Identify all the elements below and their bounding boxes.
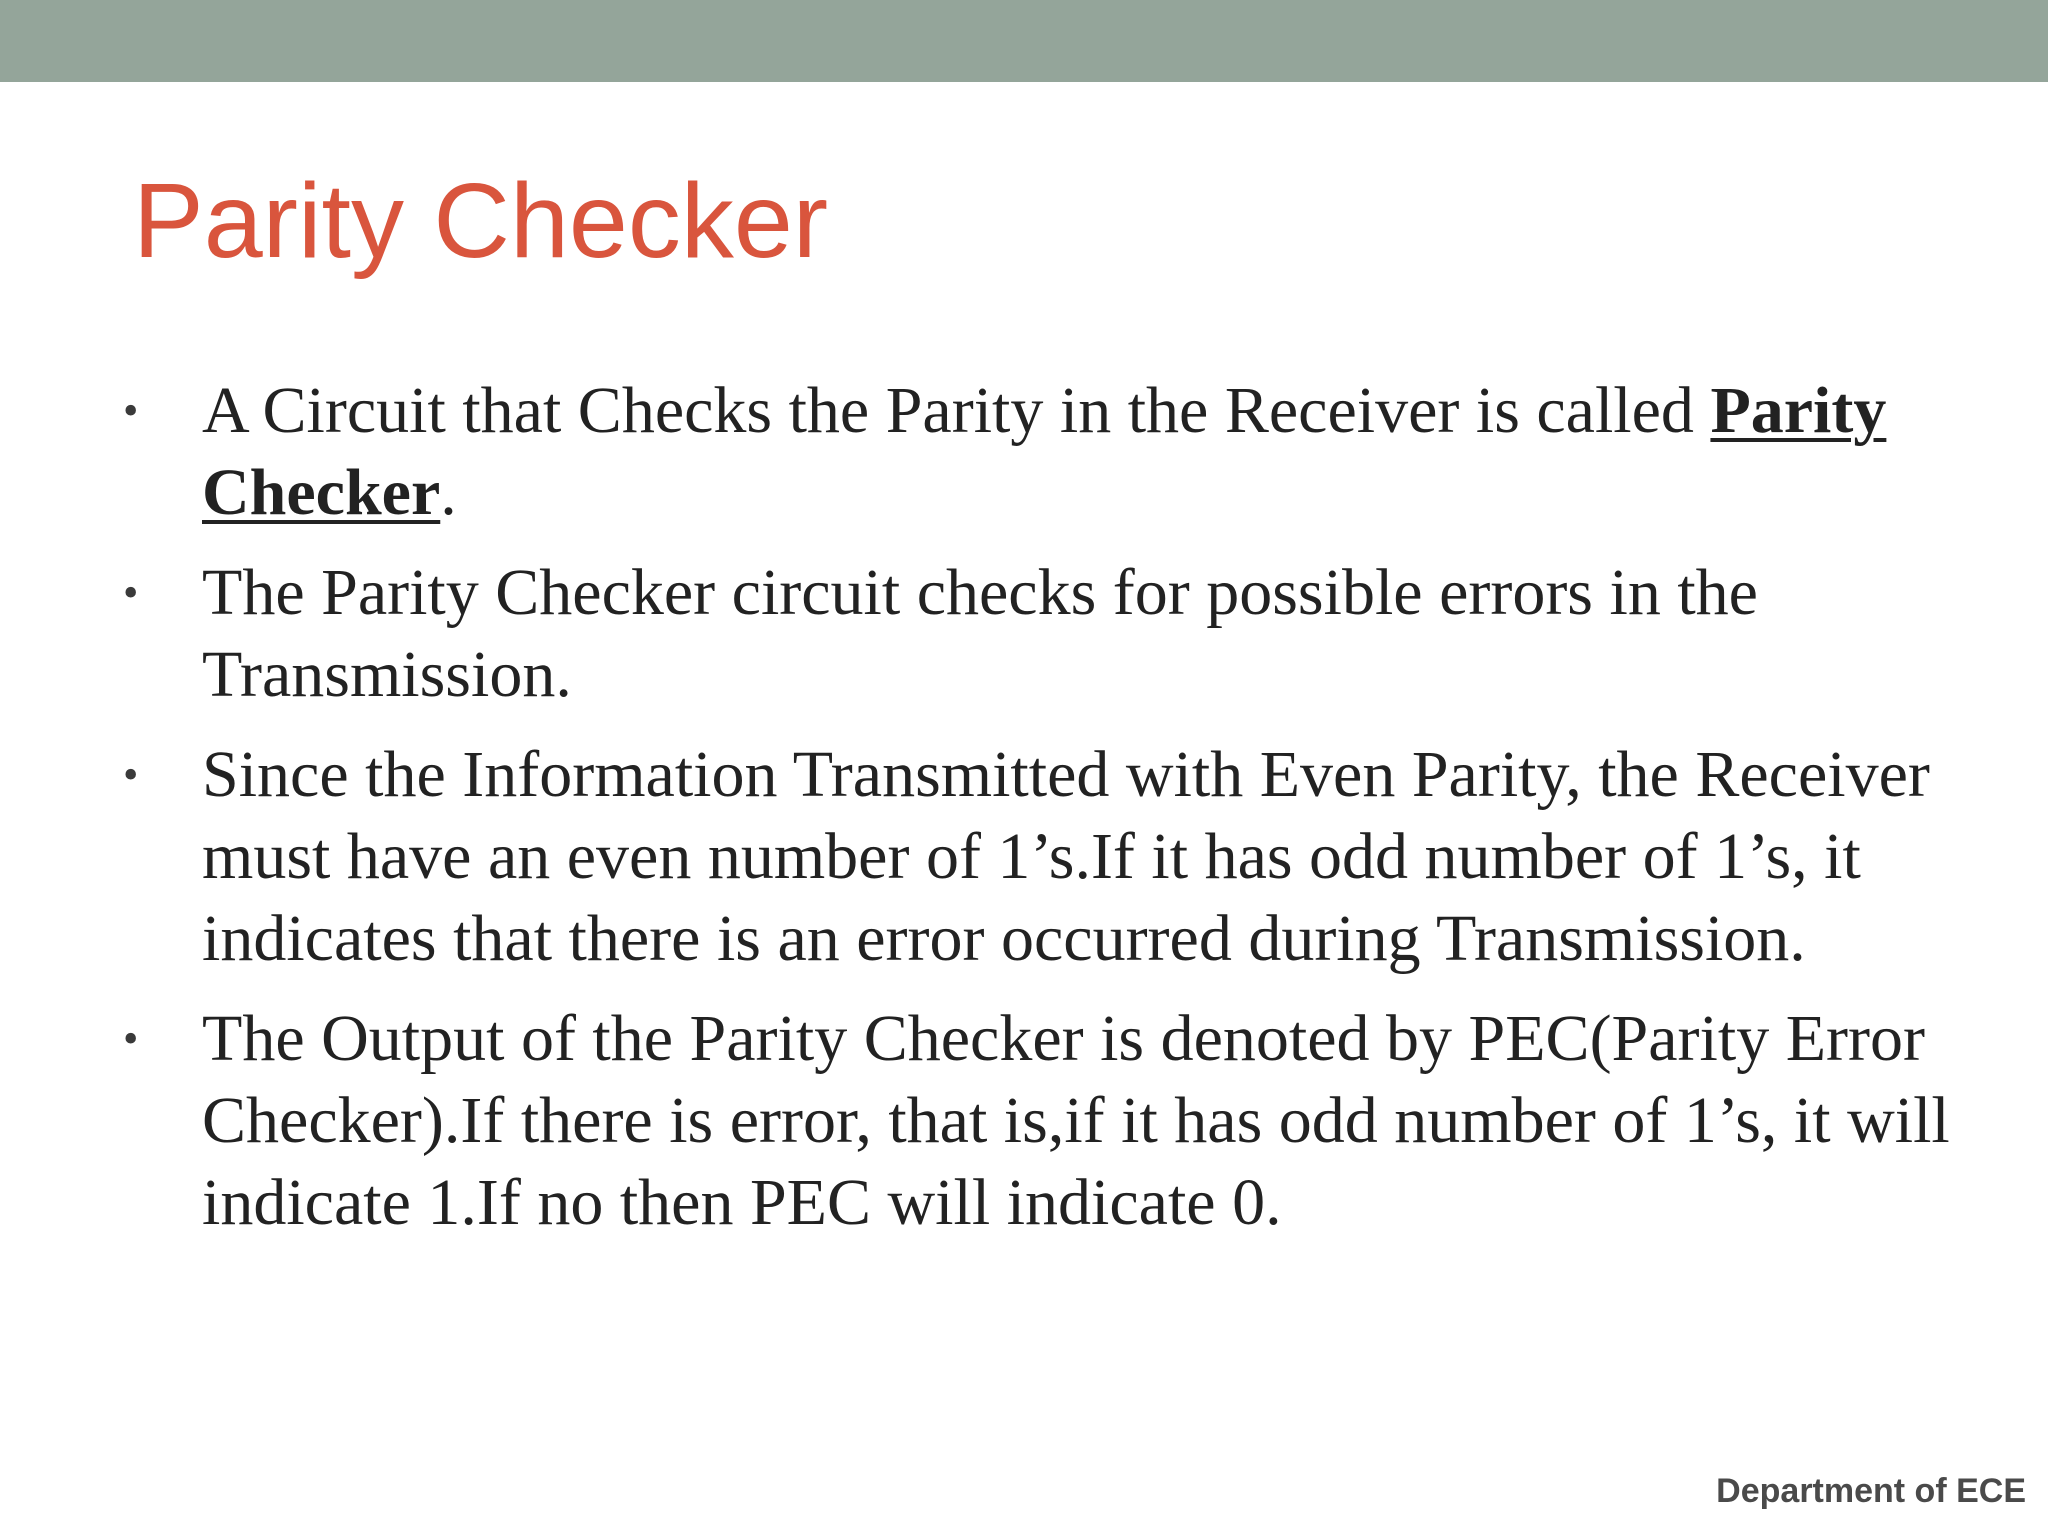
bullet-text-part: A Circuit that Checks the Parity in the Receiver is called bbox=[202, 374, 1711, 447]
bullet-item bbox=[120, 552, 1960, 716]
top-accent-bar bbox=[0, 0, 2048, 82]
emphasized-term: Parity Checker bbox=[202, 374, 1887, 529]
footer-department: Department of ECE bbox=[1716, 1472, 2026, 1510]
bullet-item bbox=[120, 370, 1960, 534]
bullet-item bbox=[120, 998, 1960, 1244]
bullet-text bbox=[202, 370, 1960, 534]
bullet-text: The Output of the Parity Checker is denoted by PEC(Parity Error Checker).If there is error, that is,if it has odd number of 1’s, it will indicate 1.If no then PEC will indicate 0. bbox=[202, 1002, 1950, 1239]
bullet-marker-icon: • bbox=[123, 1014, 139, 1063]
bullet-marker-icon: • bbox=[123, 568, 139, 617]
bullet-item bbox=[120, 734, 1960, 980]
slide-title: Parity Checker bbox=[133, 162, 829, 280]
bullet-text: The Parity Checker circuit checks for possible errors in the Transmission. bbox=[202, 556, 1758, 711]
bullet-marker-icon: • bbox=[123, 386, 139, 435]
bullet-text: Since the Information Transmitted with Even Parity, the Receiver must have an even number of 1’s.If it has odd number of 1’s, it indicates that there is an error occurred during Transmission. bbox=[202, 738, 1930, 975]
bullet-marker-icon: • bbox=[123, 750, 139, 799]
bullet-list bbox=[120, 370, 1960, 1262]
bullet-text-part: . bbox=[440, 456, 457, 529]
